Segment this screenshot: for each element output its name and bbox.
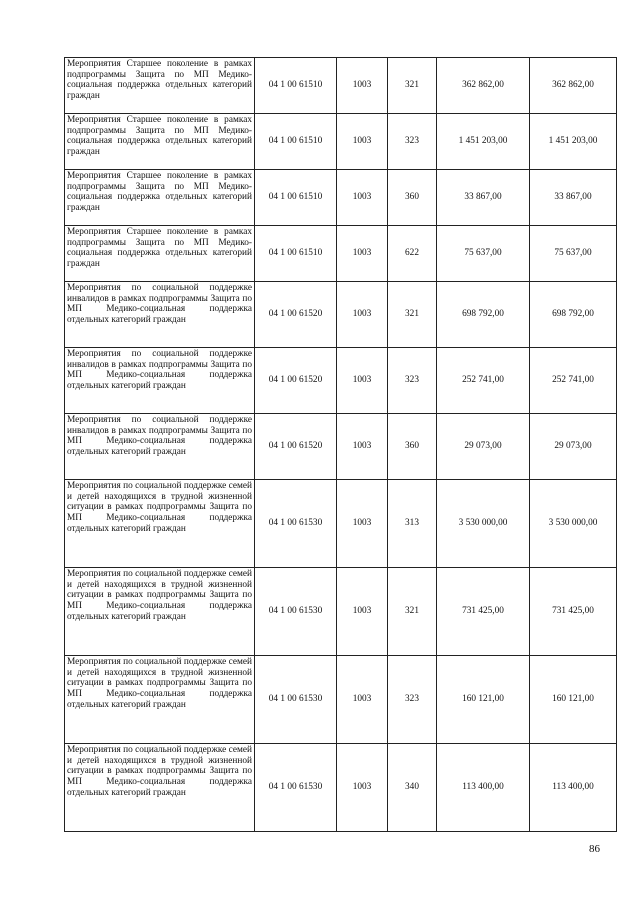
row-csr-cell: 04 1 00 61520 bbox=[255, 348, 337, 414]
row-sum2-cell: 33 867,00 bbox=[530, 170, 617, 226]
row-csr-cell: 04 1 00 61530 bbox=[255, 568, 337, 656]
row-sum1-cell: 362 862,00 bbox=[437, 58, 530, 114]
row-section-cell: 1003 bbox=[337, 114, 388, 170]
row-csr-cell: 04 1 00 61530 bbox=[255, 744, 337, 832]
row-section-cell: 1003 bbox=[337, 480, 388, 568]
row-sum1-cell: 252 741,00 bbox=[437, 348, 530, 414]
table-row bbox=[65, 114, 617, 170]
row-name-cell: Мероприятия по социальной поддержке семей и детей находящихся в трудной жизненной ситуации в рамках подпрограммы Защита по МП Медико-социальная поддержка отдельных категорий граждан bbox=[65, 656, 255, 744]
row-csr-cell: 04 1 00 61510 bbox=[255, 226, 337, 282]
row-vr-cell: 340 bbox=[388, 744, 437, 832]
row-sum1-cell: 160 121,00 bbox=[437, 656, 530, 744]
row-name-cell: Мероприятия Старшее поколение в рамках подпрограммы Защита по МП Медико-социальная поддержка отдельных категорий граждан bbox=[65, 170, 255, 226]
row-vr-cell: 321 bbox=[388, 58, 437, 114]
row-sum1-cell: 75 637,00 bbox=[437, 226, 530, 282]
row-sum2-cell: 3 530 000,00 bbox=[530, 480, 617, 568]
row-sum1-cell: 113 400,00 bbox=[437, 744, 530, 832]
row-csr-cell: 04 1 00 61510 bbox=[255, 58, 337, 114]
row-vr-cell: 360 bbox=[388, 170, 437, 226]
row-sum2-cell: 29 073,00 bbox=[530, 414, 617, 480]
row-vr-cell: 321 bbox=[388, 282, 437, 348]
table-row bbox=[65, 480, 617, 568]
row-section-cell: 1003 bbox=[337, 282, 388, 348]
row-sum1-cell: 731 425,00 bbox=[437, 568, 530, 656]
table-row bbox=[65, 656, 617, 744]
table-row bbox=[65, 170, 617, 226]
budget-table bbox=[64, 57, 617, 832]
table-row bbox=[65, 568, 617, 656]
row-name-cell: Мероприятия Старшее поколение в рамках подпрограммы Защита по МП Медико-социальная поддержка отдельных категорий граждан bbox=[65, 226, 255, 282]
row-sum1-cell: 698 792,00 bbox=[437, 282, 530, 348]
row-sum1-cell: 29 073,00 bbox=[437, 414, 530, 480]
row-name-cell: Мероприятия по социальной поддержке семей и детей находящихся в трудной жизненной ситуации в рамках подпрограммы Защита по МП Медико-социальная поддержка отдельных категорий граждан bbox=[65, 480, 255, 568]
row-vr-cell: 321 bbox=[388, 568, 437, 656]
row-sum2-cell: 113 400,00 bbox=[530, 744, 617, 832]
row-name-cell: Мероприятия по социальной поддержке инвалидов в рамках подпрограммы Защита по МП Медико-социальная поддержка отдельных категорий граждан bbox=[65, 414, 255, 480]
row-sum2-cell: 1 451 203,00 bbox=[530, 114, 617, 170]
row-section-cell: 1003 bbox=[337, 568, 388, 656]
row-name-cell: Мероприятия по социальной поддержке инвалидов в рамках подпрограммы Защита по МП Медико-социальная поддержка отдельных категорий граждан bbox=[65, 348, 255, 414]
page-number: 86 bbox=[589, 843, 600, 855]
row-vr-cell: 360 bbox=[388, 414, 437, 480]
table-row bbox=[65, 414, 617, 480]
table-row bbox=[65, 744, 617, 832]
table-row bbox=[65, 226, 617, 282]
row-section-cell: 1003 bbox=[337, 170, 388, 226]
row-csr-cell: 04 1 00 61520 bbox=[255, 282, 337, 348]
row-sum2-cell: 362 862,00 bbox=[530, 58, 617, 114]
table-row bbox=[65, 348, 617, 414]
row-section-cell: 1003 bbox=[337, 656, 388, 744]
row-section-cell: 1003 bbox=[337, 744, 388, 832]
row-sum2-cell: 698 792,00 bbox=[530, 282, 617, 348]
row-csr-cell: 04 1 00 61530 bbox=[255, 480, 337, 568]
row-sum1-cell: 1 451 203,00 bbox=[437, 114, 530, 170]
row-sum1-cell: 3 530 000,00 bbox=[437, 480, 530, 568]
row-csr-cell: 04 1 00 61530 bbox=[255, 656, 337, 744]
row-sum2-cell: 252 741,00 bbox=[530, 348, 617, 414]
row-vr-cell: 323 bbox=[388, 114, 437, 170]
table-row bbox=[65, 282, 617, 348]
row-name-cell: Мероприятия по социальной поддержке семей и детей находящихся в трудной жизненной ситуации в рамках подпрограммы Защита по МП Медико-социальная поддержка отдельных категорий граждан bbox=[65, 568, 255, 656]
row-name-cell: Мероприятия Старшее поколение в рамках подпрограммы Защита по МП Медико-социальная поддержка отдельных категорий граждан bbox=[65, 114, 255, 170]
row-sum1-cell: 33 867,00 bbox=[437, 170, 530, 226]
row-section-cell: 1003 bbox=[337, 58, 388, 114]
row-vr-cell: 313 bbox=[388, 480, 437, 568]
row-vr-cell: 622 bbox=[388, 226, 437, 282]
row-section-cell: 1003 bbox=[337, 414, 388, 480]
row-vr-cell: 323 bbox=[388, 348, 437, 414]
row-section-cell: 1003 bbox=[337, 226, 388, 282]
row-section-cell: 1003 bbox=[337, 348, 388, 414]
row-vr-cell: 323 bbox=[388, 656, 437, 744]
row-name-cell: Мероприятия по социальной поддержке инвалидов в рамках подпрограммы Защита по МП Медико-социальная поддержка отдельных категорий граждан bbox=[65, 282, 255, 348]
row-name-cell: Мероприятия по социальной поддержке семей и детей находящихся в трудной жизненной ситуации в рамках подпрограммы Защита по МП Медико-социальная поддержка отдельных категорий граждан bbox=[65, 744, 255, 832]
row-name-cell: Мероприятия Старшее поколение в рамках подпрограммы Защита по МП Медико-социальная поддержка отдельных категорий граждан bbox=[65, 58, 255, 114]
row-csr-cell: 04 1 00 61510 bbox=[255, 170, 337, 226]
row-sum2-cell: 731 425,00 bbox=[530, 568, 617, 656]
row-csr-cell: 04 1 00 61510 bbox=[255, 114, 337, 170]
table-row bbox=[65, 58, 617, 114]
row-sum2-cell: 160 121,00 bbox=[530, 656, 617, 744]
row-csr-cell: 04 1 00 61520 bbox=[255, 414, 337, 480]
row-sum2-cell: 75 637,00 bbox=[530, 226, 617, 282]
